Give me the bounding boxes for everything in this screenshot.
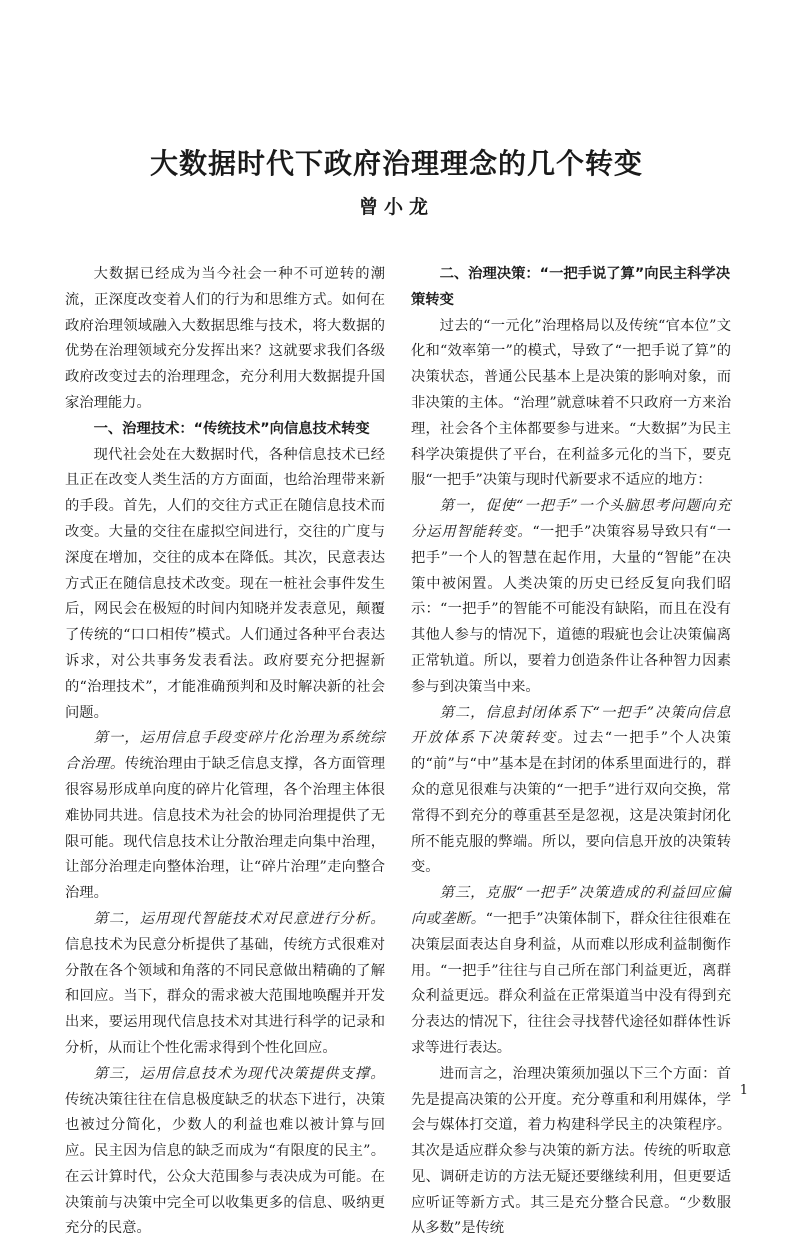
section-1-paragraph-3 [65, 907, 385, 1062]
section-1-heading: 一、治理技术：“传统技术”向信息技术转变 [93, 420, 370, 437]
section-1-point-3-text: 传统决策往往在信息极度缺乏的状态下进行，决策也被过分简化，少数人的利益也难以被计算与回应。民主因为信息的缺乏而成为“有限度的民主”。在云计算时代，公众大范围参与表决成为可能。在决策前与决策中完全可以收集更多的信息、吸纳更充分的民意。 [65, 1091, 385, 1237]
section-1-point-1-text: 传统治理由于缺乏信息支撑，各方面管理很容易形成单向度的碎片化管理，各个治理主体很难协同共进。信息技术为社会的协同治理提供了无限可能。现代信息技术让分散治理走向集中治理，让部分治理走向整体治理，让“碎片治理”走向整合治理。 [65, 756, 386, 902]
section-2-paragraph-4 [411, 881, 731, 1062]
author-name: 曾小龙 [358, 196, 434, 218]
section-1-point-2-text: 信息技术为民意分析提供了基础，传统方式很难对分散在各个领域和角落的不同民意做出精确的了解和回应。当下，群众的需求被大范围地唤醒并开发出来，要运用现代信息技术对其进行科学的记录和分析，从而让个性化需求得到个性化回应。 [65, 936, 385, 1056]
section-2-paragraph-3 [411, 701, 731, 882]
section-1-point-2-lead: 第二，运用现代智能技术对民意进行分析。 [93, 910, 385, 927]
section-2-point-2-lead: 第二，信息封闭体系下“一把手”决策向信息开放体系下决策转变。 [411, 704, 731, 747]
section-1-paragraph-4 [65, 1062, 385, 1242]
section-2-point-3-lead: 第三，克服“一把手”决策造成的利益回应偏向或垄断。 [411, 885, 731, 927]
page-number: 1 [739, 1083, 748, 1098]
section-2-point-3-text: “一把手”决策体制下，群众往往很难在决策层面表达自身利益，从而难以形成利益制衡作用。“一把手”往往与自己所在部门利益更近，离群众利益更远。群众利益在正常渠道当中没有得到充分表达的情况下，往往会寻找替代途径如群体性诉求等进行表达。 [411, 910, 732, 1056]
page-title: 大数据时代下政府治理理念的几个转变 [149, 147, 643, 180]
section-2-point-1-lead: 第一，促使“一把手”一个头脑思考问题向充分运用智能转变。 [411, 498, 731, 540]
section-2-point-2-text: 过去“一把手”个人决策的“前”与“中”基本是在封闭的体系里面进行的，群众的意见很难与决策的“一把手”进行双向交换，常常得不到充分的尊重甚至是忽视，这是决策封闭化所不能克服的弊端。所以，要向信息开放的决策转变。 [411, 730, 731, 876]
section-1-paragraph-2 [65, 726, 385, 907]
intro-paragraph: 大数据已经成为当今社会一种不可逆转的潮流，正深度改变着人们的行为和思维方式。如何在政府治理领域融入大数据思维与技术，将大数据的优势在治理领域充分发挥出来？这就要求我们各级政府改变过去的治理理念，充分利用大数据提升国家治理能力。 [65, 266, 385, 411]
section-1-paragraph-1: 现代社会处在大数据时代，各种信息技术已经且正在改变人类生活的方方面面，也给治理带来新的手段。首先，人们的交往方式正在随信息技术而改变。大量的交往在虚拟空间进行，交往的广度与深度在增加，交往的成本在降低。其次，民意表达方式正在随信息技术改变。现在一桩社会事件发生后，网民会在极短的时间内知晓并发表意见，颠覆了传统的“口口相传”模式。人们通过各种平台表达诉求，对公共事务发表看法。政府要充分把握新的“治理技术”，才能准确预判和及时解决新的社会问题。 [65, 446, 385, 721]
right-column [411, 262, 731, 1242]
section-1-point-3-lead: 第三，运用信息技术为现代决策提供支撑。 [93, 1065, 385, 1082]
section-2-paragraph-1: 过去的“一元化”治理格局以及传统“官本位”文化和“效率第一”的模式，导致了“一把手说了算”的决策状态，普通公民基本上是决策的影响对象，而非决策的主体。“治理”就意味着不只政府一方来治理，社会各个主体都要参与进来。“大数据”为民主科学决策提供了平台，在利益多元化的当下，要克服“一把手”决策与现时代新要求不适应的地方： [411, 317, 731, 489]
left-column [65, 262, 385, 1242]
section-2-heading: 二、治理决策：“一把手说了算”向民主科学决策转变 [411, 266, 731, 308]
section-1-point-1-lead: 第一，运用信息手段变碎片化治理为系统综合治理。 [65, 730, 385, 773]
section-2-paragraph-5: 进而言之，治理决策须加强以下三个方面：首先是提高决策的公开度。充分尊重和利用媒体，学会与媒体打交道，着力构建科学民主的决策程序。其次是适应群众参与决策的新方法。传统的听取意见、调研走访的方法无疑还要继续利用，但更要适应听证等新方式。其三是充分整合民意。“少数服从多数”是传统 [411, 1065, 731, 1237]
section-2-point-1-text: “一把手”决策容易导致只有“一把手”一个人的智慧在起作用，大量的“智能”在决策中被闲置。人类决策的历史已经反复向我们昭示：“一把手”的智能不可能没有缺陷，而且在没有其他人参与的情况下，道德的瑕疵也会让决策偏离正常轨道。所以，要着力创造条件让各种智力因素参与到决策当中来。 [411, 523, 732, 695]
section-2-paragraph-2 [411, 494, 731, 700]
